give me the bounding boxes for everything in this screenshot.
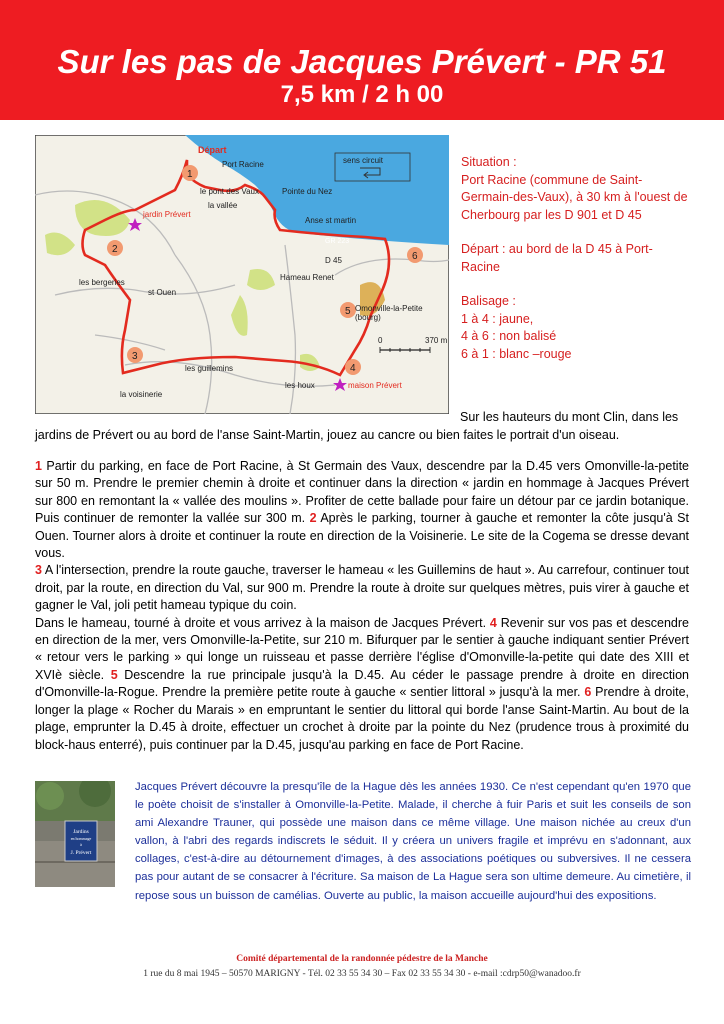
map-label: le pont des Vaux (200, 187, 260, 196)
map-label: la voisinerie (120, 390, 163, 399)
map-label: jardin Prévert (143, 210, 191, 219)
intro-line-2: jardins de Prévert ou au bord de l'anse Saint-Martin, jouez au cancre ou bien faites le portrait d'un oiseau. (35, 428, 620, 442)
map-label: Pointe du Nez (282, 187, 333, 196)
map-label: st Ouen (148, 288, 177, 297)
map-label: GR 223 (325, 238, 350, 245)
balisage-line: 1 à 4 : jaune, (461, 311, 534, 326)
svg-text:4: 4 (350, 363, 356, 374)
step-marker-3 (127, 347, 143, 363)
map-label: les guillemins (185, 364, 234, 373)
map-label: les bergeries (79, 278, 125, 287)
intro-line-1: Sur les hauteurs du mont Clin, dans les (460, 410, 679, 424)
map-label: la vallée (208, 201, 238, 210)
balisage-label: Balisage : (461, 294, 516, 308)
step-number: 2 (309, 511, 317, 526)
step-marker-4 (345, 359, 361, 375)
step-number: 4 (489, 615, 497, 630)
footer-contact: 1 rue du 8 mai 1945 – 50570 MARIGNY - Tél. 02 33 55 34 30 – Fax 02 33 55 34 30 - e-mail :cdrp50@wanadoo.fr (143, 969, 581, 979)
svg-text:3: 3 (132, 351, 138, 362)
situation-text: Port Racine (commune de Saint-Germain-des-Vaux), à 30 km à l'ouest de Cherbourg par les D 901 et D 45 (461, 172, 688, 222)
svg-text:0: 0 (378, 336, 383, 345)
svg-text:370 m: 370 m (425, 336, 448, 345)
step-marker-5 (340, 302, 356, 318)
svg-text:Jardins: Jardins (73, 829, 89, 835)
garden-sign-photo (35, 781, 115, 887)
map-label: D 45 (325, 256, 342, 265)
svg-text:6: 6 (412, 251, 418, 262)
situation-label: Situation : (461, 155, 517, 169)
map-label: Omonville-la-Petite (355, 304, 423, 313)
svg-text:1: 1 (187, 169, 193, 180)
page-title: Sur les pas de Jacques Prévert - PR 51 (57, 43, 667, 80)
svg-text:5: 5 (345, 306, 351, 317)
map-label: Départ (198, 145, 227, 155)
intro-paragraph (35, 408, 689, 444)
step-number: 6 (584, 685, 592, 700)
route-info (461, 154, 691, 363)
prevert-biography: Jacques Prévert découvre la presqu'île de la Hague dès les années 1930. Ce n'est cependant qu'en 1970 que le poète choisit de s'installer à Omonville-la-Petite. Malade, il cherche à fuir Paris et suit les conseils de son ami Alexandre Trauner, qui possède une maison dans ce même village. Une maison nichée au creux d'un vallon, à l'abri des regards indiscrets le séduit. Il y créera un univers fragile et imprévu en s'adonnant, aux collages, c'est-à-dire au détournement d'images, à des associations poétiques ou subversives. Il ne cessera pas pour autant de se consacrer à l'écriture. Sa maison de La Hague sera son ultime demeure. Au cimetière, il repose sous un buisson de camélias. Ouverte au public, la maison accueille aujourd'hui des expositions. (135, 781, 691, 902)
svg-text:en hommage: en hommage (70, 836, 92, 841)
svg-text:J. Prévert: J. Prévert (70, 850, 92, 856)
step-marker-2 (107, 240, 123, 256)
map-label: Anse st martin (305, 216, 357, 225)
step-number: 1 (35, 459, 42, 473)
route-description (35, 458, 689, 754)
balisage-line: 4 à 6 : non balisé (461, 329, 557, 343)
balisage-line: 6 à 1 : blanc –rouge (461, 346, 572, 361)
footer-organization: Comité départemental de la randonnée pédestre de la Manche (236, 954, 488, 964)
step-paragraph: Dans le hameau, tourné à droite et vous arrivez à la maison de Jacques Prévert. 4 Revenir sur vos pas et descendre en direction de la mer, vers Omonville-la-Petite, sur 210 m. Bifurquer par le sentier à gauche indiquant sentier Prévert « retour vers le parking » qui longe un ruisseau et passe derrière l'église d'Omonville-la-petite qui date des XIII et XVIè siècle. 5 Descendre la rue principale jusqu'à la D.45. Au céder le passage prendre à droite en direction d'Omonville-la-Rogue. Prendre la première petite route à gauche « sentier littoral » jusqu'à la mer. 6 Prendre à droite, longer la plage « Rocher du Marais » en empruntant le sentier du littoral qui borde l'anse Saint-Martin. Au bout de la plage, emprunter la D.45 à droite, effectuer un crochet à droite par la pointe du Nez (prudence trous à proximité du block-haus enterré), puis continuer par la D.45, jusqu'au parking en face de Port Racine. (35, 615, 689, 752)
depart-text: Départ : au bord de la D 45 à Port-Racine (461, 242, 653, 274)
step-paragraph: 1 Partir du parking, en face de Port Racine, à St Germain des Vaux, descendre par la D.45 vers Omonville-la-petite sur 50 m. Prendre le premier chemin à droite et continuer dans la direction « jardin en hommage à Jacques Prévert sur 800 en remontant la « vallée des moulins ». Profiter de cette ballade pour faire un détour par ce jardin botanique. Puis continuer de remonter la vallée sur 300 m. 2 Après le parking, tourner à gauche et remonter la côte jusqu'à St Ouen. Tourner alors à droite et continuer la route en direction de la Voisinerie. Le site de la Cogema se dresse devant vous. (35, 459, 689, 561)
route-map (35, 135, 449, 414)
map-label: maison Prévert (348, 381, 402, 390)
page-subtitle: 7,5 km / 2 h 00 (280, 81, 444, 108)
map-label: les houx (285, 381, 315, 390)
map-label: Hameau Renet (280, 273, 334, 282)
svg-text:à: à (80, 842, 82, 847)
map-label: (bourg) (355, 313, 381, 322)
step-paragraph: 3 A l'intersection, prendre la route gauche, traverser le hameau « les Guillemins de haut ». Au carrefour, continuer tout droit, par la route, en direction du Val, sur 900 m. Prendre la route à droite sur quelques mètres, puis virer à gauche et gagner le Val, joli petit hameau typique du coin. (35, 563, 689, 613)
step-number: 5 (110, 667, 118, 682)
step-marker-6 (407, 247, 423, 263)
svg-text:2: 2 (112, 244, 118, 255)
step-marker-1 (182, 165, 198, 181)
map-label: Port Racine (222, 160, 264, 169)
step-number: 3 (35, 563, 42, 578)
map-label: sens circuit (343, 156, 384, 165)
